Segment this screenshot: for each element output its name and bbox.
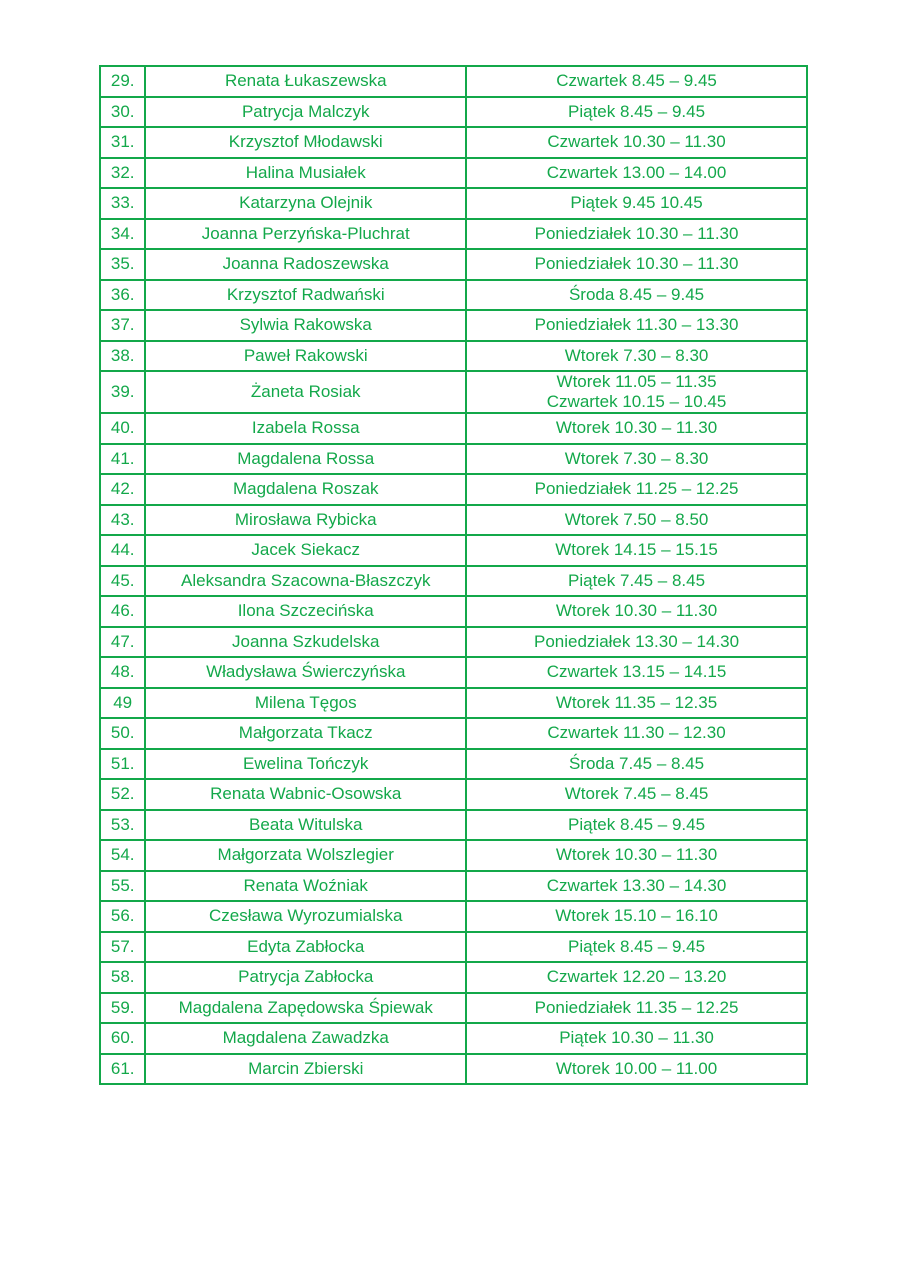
consultation-time-cell (466, 718, 807, 749)
consultation-time-text: Wtorek 15.10 – 16.10 (555, 906, 718, 926)
table-row (100, 505, 807, 536)
row-number-cell: 41. (100, 444, 145, 475)
consultation-time-cell (466, 871, 807, 902)
consultation-time-text: Wtorek 14.15 – 15.15 (555, 540, 718, 560)
table-row (100, 840, 807, 871)
table-row (100, 1054, 807, 1085)
teacher-name-cell: Małgorzata Wolszlegier (145, 840, 466, 871)
consultation-time-cell (466, 310, 807, 341)
row-number-cell: 51. (100, 749, 145, 780)
consultation-time-cell (466, 219, 807, 250)
consultation-time-cell (466, 371, 807, 413)
table-row (100, 810, 807, 841)
table-row (100, 249, 807, 280)
row-number-cell: 35. (100, 249, 145, 280)
consultation-time-text: Czwartek 11.30 – 12.30 (547, 723, 726, 743)
table-row (100, 596, 807, 627)
row-number-cell: 54. (100, 840, 145, 871)
row-number-cell: 55. (100, 871, 145, 902)
consultation-time-cell (466, 535, 807, 566)
consultation-time-cell (466, 341, 807, 372)
consultation-time-text: Czwartek 13.30 – 14.30 (546, 875, 727, 895)
consultation-time-cell (466, 66, 807, 97)
row-number-cell: 52. (100, 779, 145, 810)
row-number-cell: 43. (100, 505, 145, 536)
teacher-name-cell: Magdalena Zawadzka (145, 1023, 466, 1054)
teacher-name-cell: Magdalena Zapędowska Śpiewak (145, 993, 466, 1024)
teacher-name-cell: Małgorzata Tkacz (145, 718, 466, 749)
teacher-name-cell: Milena Tęgos (145, 688, 466, 719)
teacher-name-cell: Magdalena Roszak (145, 474, 466, 505)
row-number-cell: 50. (100, 718, 145, 749)
row-number-cell: 61. (100, 1054, 145, 1085)
consultation-time-cell (466, 97, 807, 128)
row-number-cell: 58. (100, 962, 145, 993)
teacher-name-cell: Marcin Zbierski (145, 1054, 466, 1085)
row-number-cell: 40. (100, 413, 145, 444)
consultation-time-cell (466, 249, 807, 280)
row-number-cell: 30. (100, 97, 145, 128)
teacher-name-cell: Ilona Szczecińska (145, 596, 466, 627)
row-number-cell: 31. (100, 127, 145, 158)
table-row (100, 310, 807, 341)
teacher-name-cell: Sylwia Rakowska (145, 310, 466, 341)
table-row (100, 749, 807, 780)
teacher-name-cell: Patrycja Malczyk (145, 97, 466, 128)
teacher-name-cell: Żaneta Rosiak (145, 371, 466, 413)
teacher-name-cell: Czesława Wyrozumialska (145, 901, 466, 932)
consultation-time-text: Piątek 8.45 – 9.45 (568, 101, 706, 121)
table-row (100, 566, 807, 597)
teacher-name-cell: Krzysztof Radwański (145, 280, 466, 311)
consultation-time-cell (466, 158, 807, 189)
teacher-name-cell: Edyta Zabłocka (145, 932, 466, 963)
consultation-time-text: Wtorek 11.35 – 12.35 (555, 692, 718, 712)
teacher-name-cell: Krzysztof Młodawski (145, 127, 466, 158)
table-row (100, 993, 807, 1024)
teacher-name-cell: Joanna Perzyńska-Pluchrat (145, 219, 466, 250)
consultation-time-cell (466, 962, 807, 993)
consultation-time-text: Poniedziałek 10.30 – 11.30 (534, 254, 739, 274)
consultation-time-text: Piątek 9.45 10.45 (570, 193, 703, 213)
table-row (100, 718, 807, 749)
table-row (100, 962, 807, 993)
consultation-time-text: Piątek 7.45 – 8.45 (568, 570, 706, 590)
table-row (100, 66, 807, 97)
table-row (100, 97, 807, 128)
consultation-time-text: Piątek 8.45 – 9.45 (568, 814, 706, 834)
consultation-time-text: Wtorek 11.05 – 11.35 (556, 372, 717, 391)
consultation-time-text: Środa 7.45 – 8.45 (568, 753, 705, 773)
row-number-cell: 48. (100, 657, 145, 688)
consultation-time-text: Piątek 10.30 – 11.30 (559, 1028, 714, 1048)
row-number-cell: 39. (100, 371, 145, 413)
table-row (100, 474, 807, 505)
consultation-time-cell (466, 413, 807, 444)
consultation-time-cell (466, 1054, 807, 1085)
consultation-time-text: Wtorek 7.30 – 8.30 (564, 448, 709, 468)
teacher-name-cell: Halina Musiałek (145, 158, 466, 189)
consultation-time-cell (466, 810, 807, 841)
consultation-time-cell (466, 657, 807, 688)
consultation-time-text: Środa 8.45 – 9.45 (568, 284, 705, 304)
row-number-cell: 38. (100, 341, 145, 372)
consultation-time-text: Czwartek 8.45 – 9.45 (556, 71, 717, 91)
teacher-name-cell: Katarzyna Olejnik (145, 188, 466, 219)
row-number-cell: 53. (100, 810, 145, 841)
consultation-time-text: Czwartek 13.00 – 14.00 (546, 162, 727, 182)
row-number-cell: 56. (100, 901, 145, 932)
consultation-time-text: Poniedziałek 11.25 – 12.25 (534, 479, 739, 499)
teacher-name-cell: Patrycja Zabłocka (145, 962, 466, 993)
row-number-cell: 37. (100, 310, 145, 341)
consultation-time-text: Czwartek 12.20 – 13.20 (546, 967, 727, 987)
consultation-time-cell (466, 627, 807, 658)
consultation-time-cell (466, 444, 807, 475)
consultation-time-cell (466, 505, 807, 536)
table-row (100, 413, 807, 444)
consultation-time-cell (466, 779, 807, 810)
consultation-time-cell (466, 993, 807, 1024)
row-number-cell: 42. (100, 474, 145, 505)
consultation-time-text: Poniedziałek 11.30 – 13.30 (534, 315, 739, 335)
consultation-time-text: Wtorek 10.30 – 11.30 (555, 601, 718, 621)
consultation-time-text: Poniedziałek 11.35 – 12.25 (534, 997, 739, 1017)
table-row (100, 371, 807, 413)
row-number-cell: 29. (100, 66, 145, 97)
table-row (100, 535, 807, 566)
consultation-time-cell (466, 127, 807, 158)
consultation-schedule-table (99, 65, 808, 1085)
teacher-name-cell: Renata Łukaszewska (145, 66, 466, 97)
consultation-time-cell (466, 596, 807, 627)
table-row (100, 657, 807, 688)
table-row (100, 901, 807, 932)
table-row (100, 280, 807, 311)
teacher-name-cell: Beata Witulska (145, 810, 466, 841)
row-number-cell: 60. (100, 1023, 145, 1054)
table-row (100, 158, 807, 189)
row-number-cell: 49 (100, 688, 145, 719)
table-row (100, 932, 807, 963)
teacher-name-cell: Renata Wabnic-Osowska (145, 779, 466, 810)
consultation-time-text: Wtorek 10.00 – 11.00 (555, 1058, 718, 1078)
consultation-time-cell (466, 749, 807, 780)
consultation-time-cell (466, 1023, 807, 1054)
consultation-time-text: Wtorek 7.50 – 8.50 (564, 509, 709, 529)
consultation-time-text: Wtorek 10.30 – 11.30 (555, 845, 718, 865)
table-row (100, 871, 807, 902)
consultation-time-text: Poniedziałek 10.30 – 11.30 (534, 223, 739, 243)
teacher-name-cell: Paweł Rakowski (145, 341, 466, 372)
row-number-cell: 36. (100, 280, 145, 311)
table-row (100, 341, 807, 372)
consultation-time-text: Czwartek 13.15 – 14.15 (546, 662, 727, 682)
consultation-time-cell (466, 474, 807, 505)
table-row (100, 219, 807, 250)
table-row (100, 127, 807, 158)
consultation-time-cell (466, 840, 807, 871)
consultation-time-text: Wtorek 10.30 – 11.30 (555, 418, 718, 438)
row-number-cell: 59. (100, 993, 145, 1024)
table-row (100, 444, 807, 475)
table-row (100, 188, 807, 219)
row-number-cell: 45. (100, 566, 145, 597)
teacher-name-cell: Władysława Świerczyńska (145, 657, 466, 688)
row-number-cell: 32. (100, 158, 145, 189)
table-row (100, 627, 807, 658)
row-number-cell: 46. (100, 596, 145, 627)
schedule-table-body (100, 66, 807, 1084)
table-row (100, 688, 807, 719)
teacher-name-cell: Ewelina Tończyk (145, 749, 466, 780)
consultation-time-text: Czwartek 10.15 – 10.45 (546, 392, 727, 411)
teacher-name-cell: Joanna Radoszewska (145, 249, 466, 280)
consultation-time-cell (466, 901, 807, 932)
teacher-name-cell: Jacek Siekacz (145, 535, 466, 566)
consultation-time-cell (466, 688, 807, 719)
row-number-cell: 34. (100, 219, 145, 250)
teacher-name-cell: Izabela Rossa (145, 413, 466, 444)
row-number-cell: 47. (100, 627, 145, 658)
consultation-time-text: Wtorek 7.30 – 8.30 (564, 345, 709, 365)
teacher-name-cell: Joanna Szkudelska (145, 627, 466, 658)
consultation-time-cell (466, 280, 807, 311)
row-number-cell: 57. (100, 932, 145, 963)
row-number-cell: 33. (100, 188, 145, 219)
table-row (100, 1023, 807, 1054)
consultation-time-text: Poniedziałek 13.30 – 14.30 (533, 631, 740, 651)
teacher-name-cell: Aleksandra Szacowna-Błaszczyk (145, 566, 466, 597)
row-number-cell: 44. (100, 535, 145, 566)
consultation-time-text: Piątek 8.45 – 9.45 (568, 936, 706, 956)
consultation-time-cell (466, 188, 807, 219)
consultation-time-text: Czwartek 10.30 – 11.30 (547, 132, 726, 152)
consultation-time-cell (466, 932, 807, 963)
teacher-name-cell: Magdalena Rossa (145, 444, 466, 475)
consultation-time-cell (466, 566, 807, 597)
consultation-time-text: Wtorek 7.45 – 8.45 (564, 784, 709, 804)
teacher-name-cell: Renata Woźniak (145, 871, 466, 902)
teacher-name-cell: Mirosława Rybicka (145, 505, 466, 536)
table-row (100, 779, 807, 810)
